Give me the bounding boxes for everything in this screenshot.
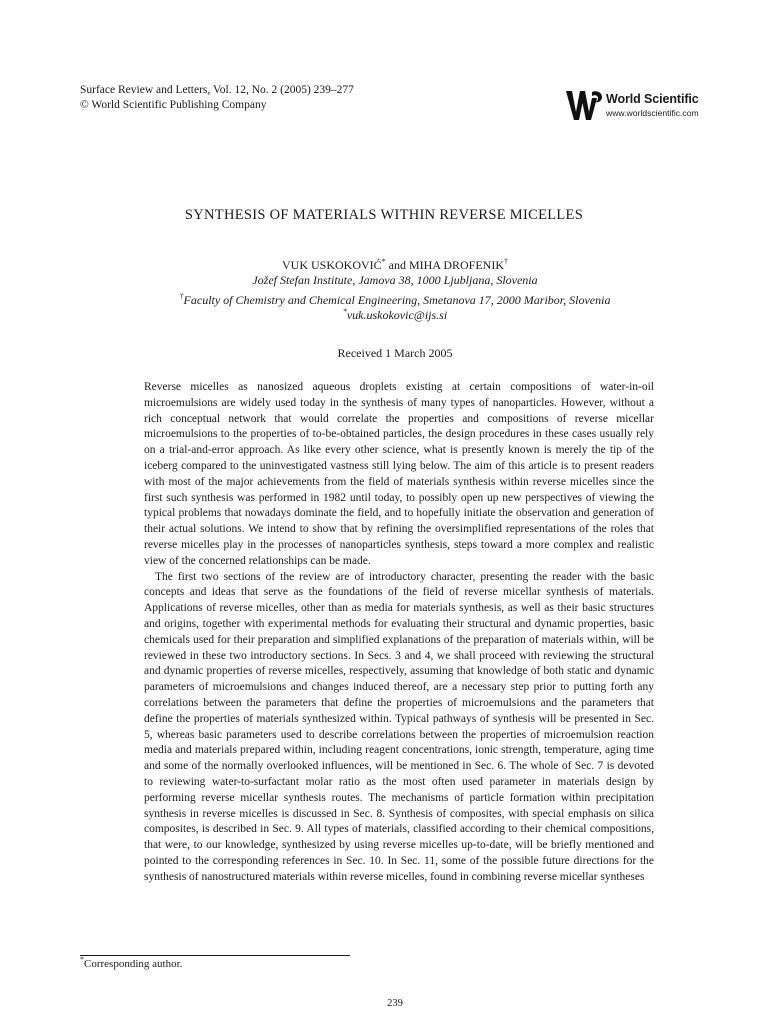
publisher-logo bbox=[566, 86, 736, 126]
author-email: vuk.uskokovic@ijs.si bbox=[346, 308, 448, 322]
email-mark: * bbox=[342, 307, 347, 316]
journal-info bbox=[80, 83, 354, 113]
affiliation-2-line bbox=[0, 293, 768, 308]
author-2-mark: † bbox=[504, 257, 508, 266]
world-scientific-logo-icon bbox=[566, 86, 604, 124]
email-line bbox=[0, 308, 768, 323]
affiliation-2-mark: † bbox=[179, 292, 184, 301]
footnote bbox=[80, 955, 183, 970]
abstract bbox=[144, 380, 654, 886]
affiliation-2: Faculty of Chemistry and Chemical Engineering, Smetanova 17, 2000 Maribor, Slovenia bbox=[183, 293, 611, 307]
article-title: SYNTHESIS OF MATERIALS WITHIN REVERSE MICELLES bbox=[184, 207, 584, 223]
affiliation-1: Jožef Stefan Institute, Jamova 38, 1000 Ljubljana, Slovenia bbox=[252, 273, 538, 287]
journal-citation: Surface Review and Letters, Vol. 12, No. 2 (2005) 239–277 bbox=[80, 84, 354, 96]
author-2: MIHA DROFENIK bbox=[408, 258, 504, 272]
author-1-mark: * bbox=[381, 257, 386, 266]
footnote-divider bbox=[80, 955, 350, 956]
logo-url: www.worldscientific.com bbox=[606, 108, 699, 118]
footnote-text: Corresponding author. bbox=[84, 958, 183, 970]
author-1: VUK USKOKOVIĆ bbox=[281, 258, 382, 272]
page-number: 239 bbox=[387, 998, 403, 1009]
footnote-mark: * bbox=[80, 955, 84, 964]
abstract-paragraph-2: The first two sections of the review are of introductory character, presenting the reader with the basic concepts and ideas that serve as the foundations of the field of reverse micellar synthesis of materials. Applications of reverse micelles, other than as media for materials synthesis, as well as their basic structures and origins, together with experimental methods for evaluating their structural and dynamic properties, basic chemicals used for their preparation and simplified explanations of the preparation of materials within, will be reviewed in these two introductory sections. In Secs. 3 and 4, we shall proceed with reviewing the structural and dynamic properties of reverse micelles, respectively, assuming that knowledge of both static and dynamic parameters of microemulsions and changes induced thereof, are a necessary step prior to putting forth any correlations between the parameters that define the properties of microemulsions and the parameters that define the properties of materials synthesized within. Typical pathways of synthesis will be presented in Sec. 5, whereas basic parameters used to describe correlations between the properties of microemulsion reaction media and materials prepared within, including reagent concentrations, ionic strength, temperature, aging time and some of the normally overlooked influences, will be mentioned in Sec. 6. The whole of Sec. 7 is devoted to reviewing water-to-surfactant molar ratio as the most often used parameter in materials design by performing reverse micellar synthesis routes. The mechanisms of particle formation within precipitation synthesis in reverse micelles is discussed in Sec. 8. Synthesis of composites, with special emphasis on silica composites, is described in Sec. 9. All types of materials, classified according to their chemical compositions, that were, to our knowledge, synthesized by using reverse micelles up-to-date, will be briefly mentioned and pointed to the corresponding references in Sec. 10. In Sec. 11, some of the possible future directions for the synthesis of nanostructured materials within reverse micelles, found in combining reverse micellar syntheses bbox=[144, 570, 654, 883]
received-date: Received 1 March 2005 bbox=[337, 346, 453, 360]
author-join: and bbox=[385, 258, 409, 272]
abstract-paragraph-1: Reverse micelles as nanosized aqueous droplets existing at certain compositions of water-in-oil microemulsions are widely used today in the synthesis of many types of nanoparticles. However, without a rich conceptual network that would correlate the properties and compositions of reverse micellar microemulsions to the properties of to-be-obtained particles, the design procedures in these cases usually rely on a trial-and-error approach. As like every other science, what is presently known is merely the tip of the iceberg compared to the uninvestigated vastness still lying below. The aim of this article is to present readers with most of the major achievements from the field of materials synthesis within reverse micelles since the first such synthesis was performed in 1982 until today, to possibly open up new perspectives of viewing the typical problems that nowadays dominate the field, and to hopefully initiate the observation and generation of their actual solutions. We intend to show that by refining the oversimplified representations of the roles that reverse micelles play in the processes of nanoparticles synthesis, steps toward a more complex and realistic view of the concerned relationships can be made. bbox=[144, 381, 654, 567]
author-line bbox=[0, 258, 768, 273]
journal-copyright: © World Scientific Publishing Company bbox=[80, 99, 267, 111]
logo-brand-name: World Scientific bbox=[606, 92, 699, 106]
